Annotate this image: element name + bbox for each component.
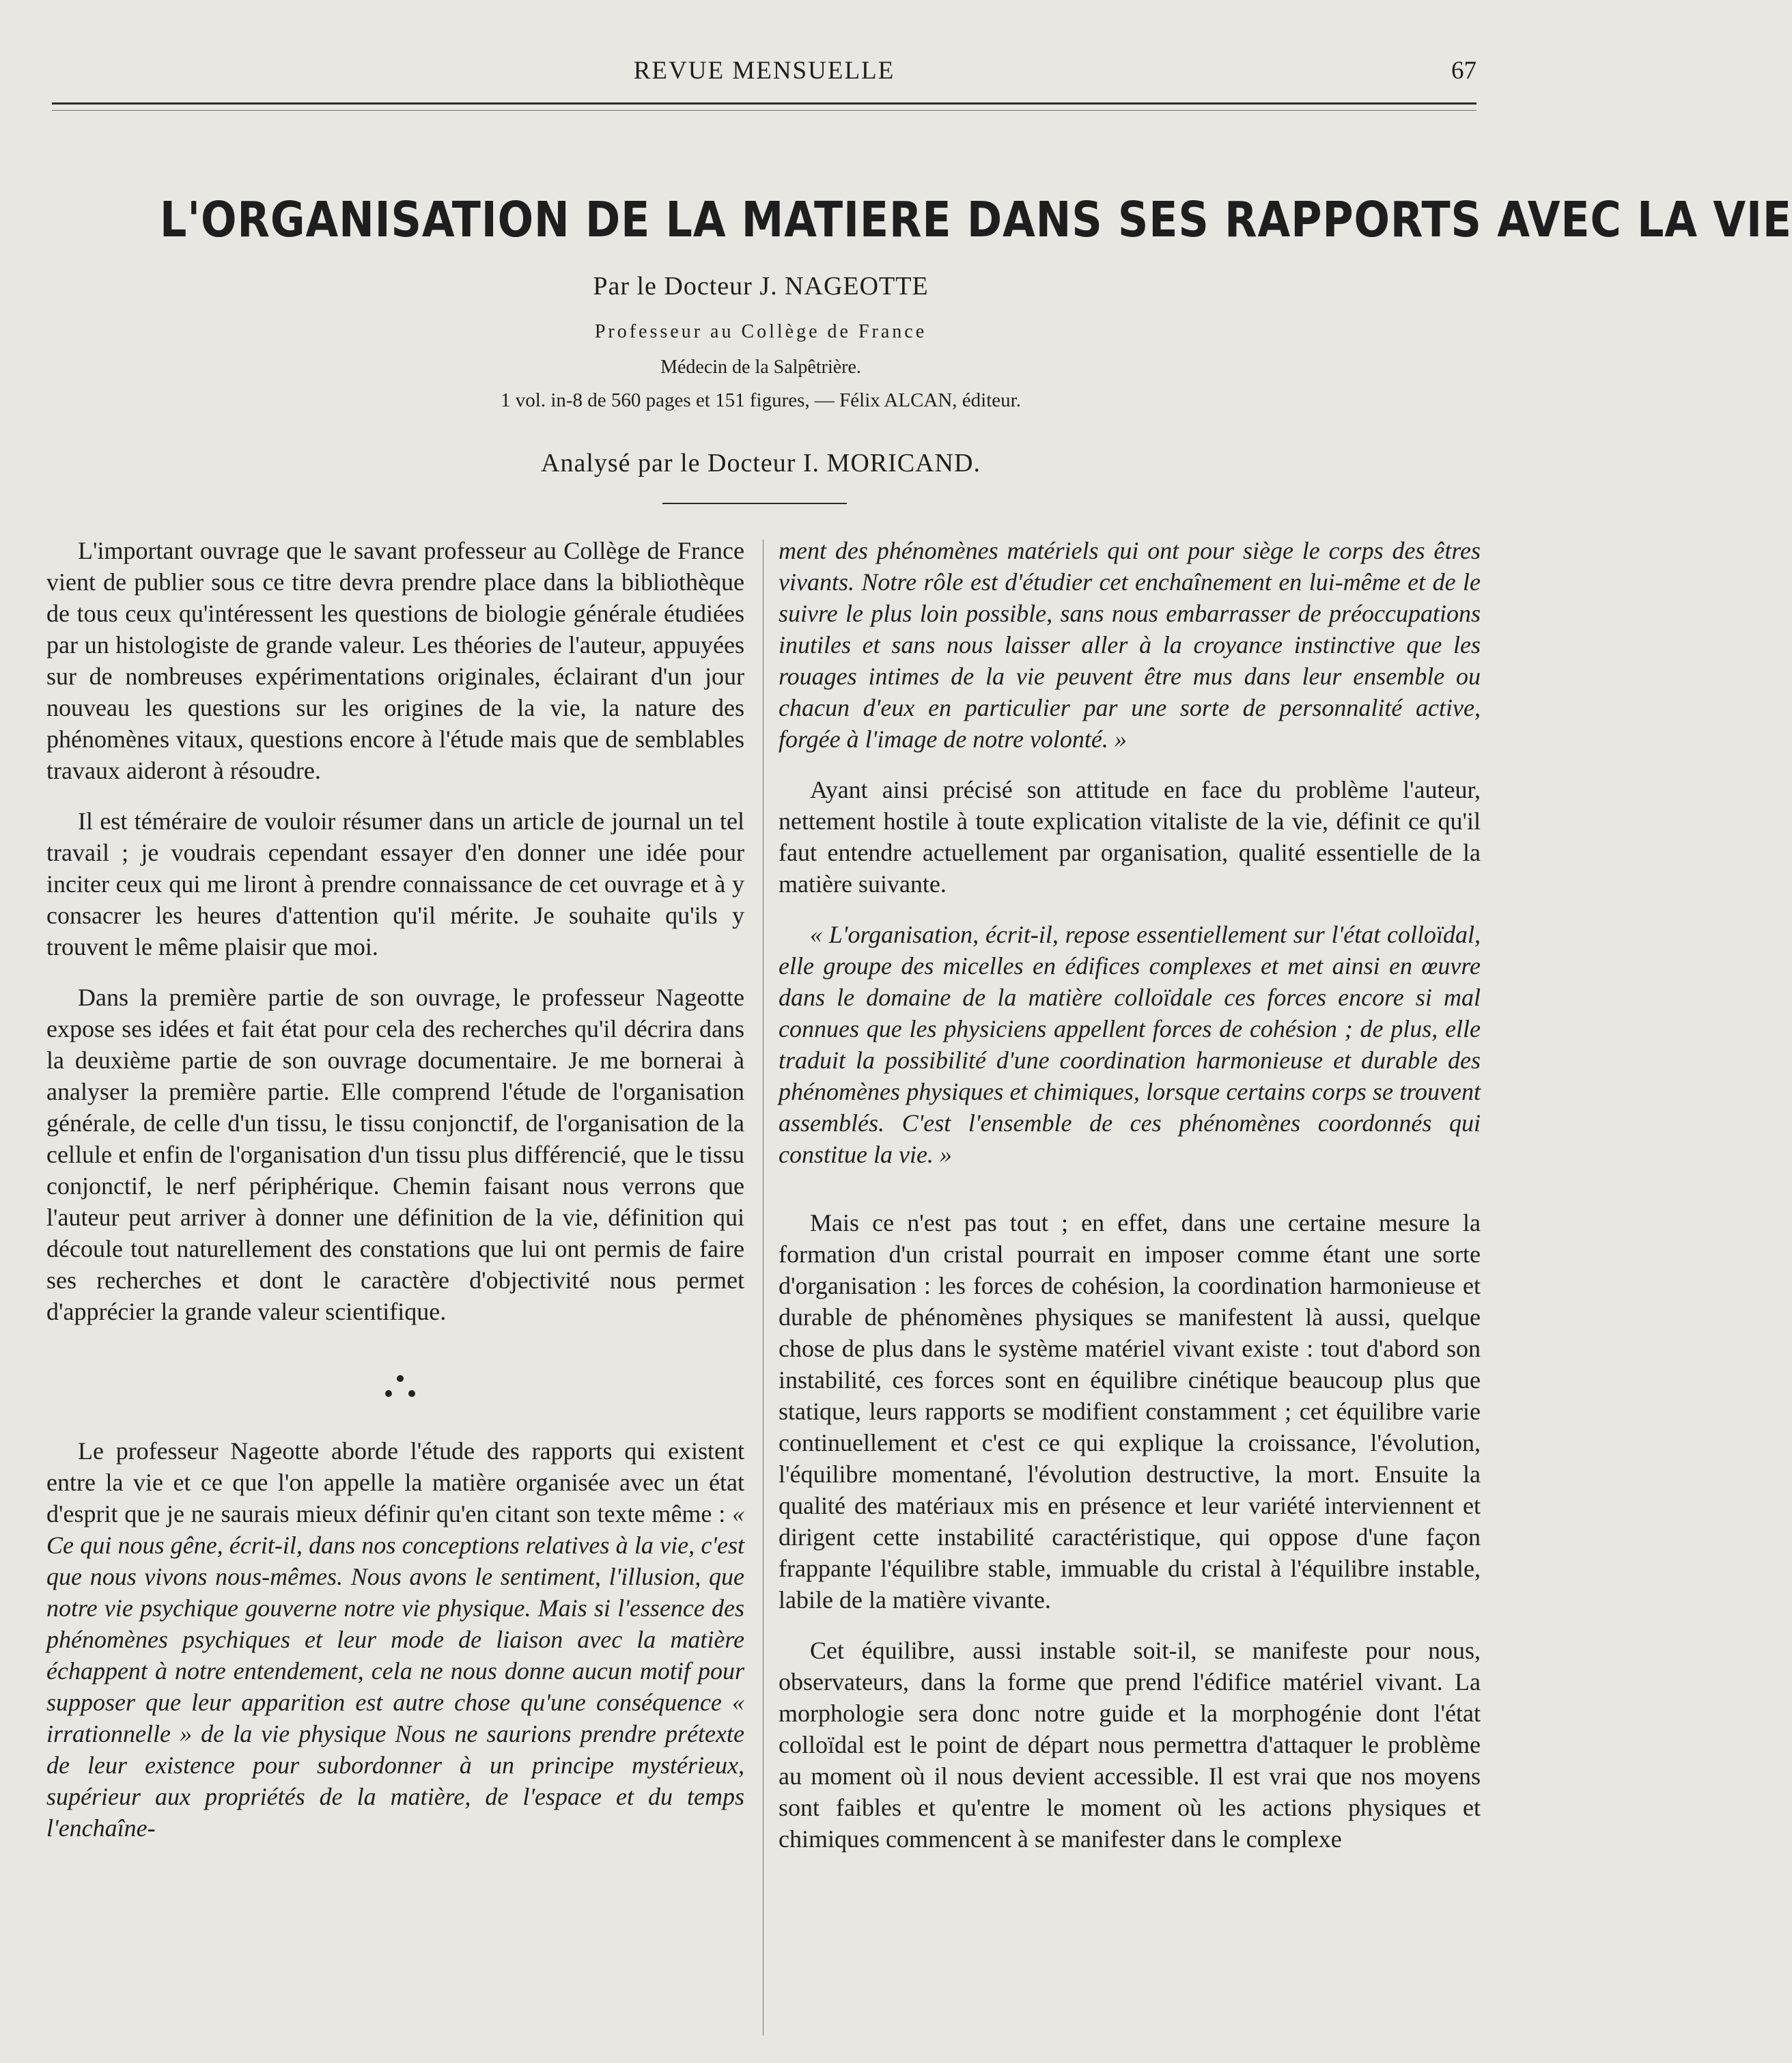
section-break-asterism	[46, 1355, 744, 1416]
quotation: « Ce qui nous gêne, écrit-il, dans nos conceptions relatives à la vie, c'est que nous vivons nous-mêmes. Nous avons le sentiment, l'illusion, que notre vie psychique gouverne notre vie physique. Mais si l'essence des phénomènes psychiques et leur mode de liaison avec la matière échappent à notre entendement, cela ne nous donne aucun motif pour supposer que leur apparition est autre chose qu'une conséquence « irrationnelle » de la vie physique Nous ne saurions prendre prétexte de leur existence pour subordonner à un principe mystérieux, supérieur aux propriétés de la matière, de l'espace et du temps l'enchaîne-	[46, 1500, 744, 1842]
article-title: L'ORGANISATION DE LA MATIERE DANS SES RAPPORTS AVEC LA VIE	[160, 191, 1792, 248]
author-affiliation-college: Professeur au Collège de France	[594, 321, 927, 342]
author-byline: Par le Docteur J. NAGEOTTE	[593, 272, 929, 301]
quotation-continued: ment des phénomènes matériels qui ont pour siège le corps des êtres vivants. Notre rôle est d'étudier cet enchaînement en lui-même et de le suivre le plus loin possible, sans nous embarrasser de préoccupations inutiles et sans nous laisser aller à la croyance instinctive que les rouages intimes de la vie peuvent être mus dans leur ensemble ou chacun d'eux en particulier par une sorte de personnalité active, forgée à l'image de notre volonté. »	[779, 537, 1481, 753]
asterism-dot	[397, 1375, 404, 1382]
title-separator-rule	[662, 503, 847, 504]
running-title: REVUE MENSUELLE	[633, 57, 895, 85]
paragraph: Dans la première partie de son ouvrage, le professeur Nageotte expose ses idées et fait état pour cela des recherches qu'il décrira dans la deuxième partie de son ouvrage documentaire. Je me bornerai à analyser la première partie. Elle comprend l'étude de l'organisation générale, de celle d'un tissu, le tissu conjonctif, de l'organisation de la cellule et enfin de l'organisation d'un tissu plus différencié, que le tissu conjonctif, le nerf périphérique. Chemin faisant nous verrons que l'auteur peut arriver à donner une définition de la vie, définition qui découle tout naturellement des constations que lui ont permis de faire ses recherches et dont le caractère d'objectivité nous permet d'apprécier la grande valeur scientifique.	[46, 984, 744, 1325]
asterism-dot	[385, 1390, 392, 1397]
page-number: 67	[1451, 57, 1476, 85]
header-rule	[52, 102, 1476, 105]
header-rule-thin	[52, 110, 1476, 111]
paragraph: Mais ce n'est pas tout ; en effet, dans une certaine mesure la formation d'un cristal pourrait en imposer comme étant une sorte d'organisation : les forces de cohésion, la coordination harmonieuse et durable de phénomènes physiques se manifestent là aussi, quelque chose de plus dans le système matériel vivant existe : tout d'abord son instabilité, ces forces sont en équilibre cinétique beaucoup plus que statique, leurs rapports se modifient constamment ; cet équilibre varie continuellement et c'est ce qui explique la croissance, l'évolution, l'équilibre momentané, l'évolution destructive, la mort. Ensuite la qualité des matériaux mis en présence et leur variété interviennent et dirigent cette instabilité caractéristique, qui oppose d'une façon frappante l'équilibre stable, immuable du cristal à l'équilibre instable, labile de la matière vivante.	[779, 1209, 1481, 1614]
paragraph: Ayant ainsi précisé son attitude en face du problème l'auteur, nettement hostile à toute explication vitaliste de la vie, définit ce qu'il faut entendre actuellement par organisation, qualité essentielle de la matière suivante.	[779, 776, 1481, 898]
paragraph: L'important ouvrage que le savant professeur au Collège de France vient de publier sous ce titre devra prendre place dans la bibliothèque de tous ceux qu'intéressent les questions de biologie générale étudiées par un histologiste de grande valeur. Les théories de l'auteur, appuyées sur de nombreuses expérimentations originales, éclairant d'un jour nouveau les questions sur les origines de la vie, la nature des phénomènes vitaux, questions encore à l'étude mais que de semblables travaux aideront à résoudre.	[46, 537, 744, 784]
right-column	[779, 535, 1481, 1855]
paragraph	[46, 1435, 744, 1844]
paragraph-text: Le professeur Nageotte aborde l'étude des rapports qui existent entre la vie et ce que l'on appelle la matière organisée avec un état d'esprit que je ne saurais mieux définir qu'en citant son texte même :	[46, 1437, 744, 1527]
review-author: Analysé par le Docteur I. MORICAND.	[541, 449, 981, 477]
quotation-text: « L'organisation, écrit-il, repose essentiellement sur l'état colloïdal, elle groupe des micelles en édifices complexes et met ainsi en œuvre dans le domaine de la matière colloïdale ces forces encore si mal connues que les physiciens appellent forces de cohésion ; de plus, elle traduit la possibilité d'une coordination harmonieuse et durable des phénomènes physiques et chimiques, lorsque certains corps se trouvent assemblés. C'est l'ensemble de ces phénomènes coordonnés qui constitue la vie. »	[779, 921, 1481, 1168]
paragraph: Cet équilibre, aussi instable soit-il, se manifeste pour nous, observateurs, dans la forme que prend l'édifice matériel vivant. La morphologie sera donc notre guide et la morphogénie dont l'état colloïdal est le point de départ nous permettra d'attaquer le problème au moment où il nous devient accessible. Il est vrai que nos moyens sont faibles et qu'entre le moment où les actions physiques et chimiques commencent à se manifester dans le complexe	[779, 1637, 1481, 1853]
quotation	[779, 919, 1481, 1170]
asterism-dot	[408, 1390, 415, 1397]
column-divider	[763, 540, 764, 2036]
running-head	[52, 56, 1476, 92]
left-column	[46, 535, 744, 1844]
paragraph: Il est téméraire de vouloir résumer dans un article de journal un tel travail ; je voudrais cependant essayer d'en donner une idée pour inciter ceux qui me liront à prendre connaissance de cet ouvrage et à y consacrer les heures d'attention qu'il mérite. Je souhaite qu'ils y trouvent le même plaisir que moi.	[46, 807, 744, 960]
author-affiliation-hospital: Médecin de la Salpêtrière.	[660, 357, 861, 378]
publication-info: 1 vol. in-8 de 560 pages et 151 figures, — Félix ALCAN, éditeur.	[501, 389, 1021, 411]
